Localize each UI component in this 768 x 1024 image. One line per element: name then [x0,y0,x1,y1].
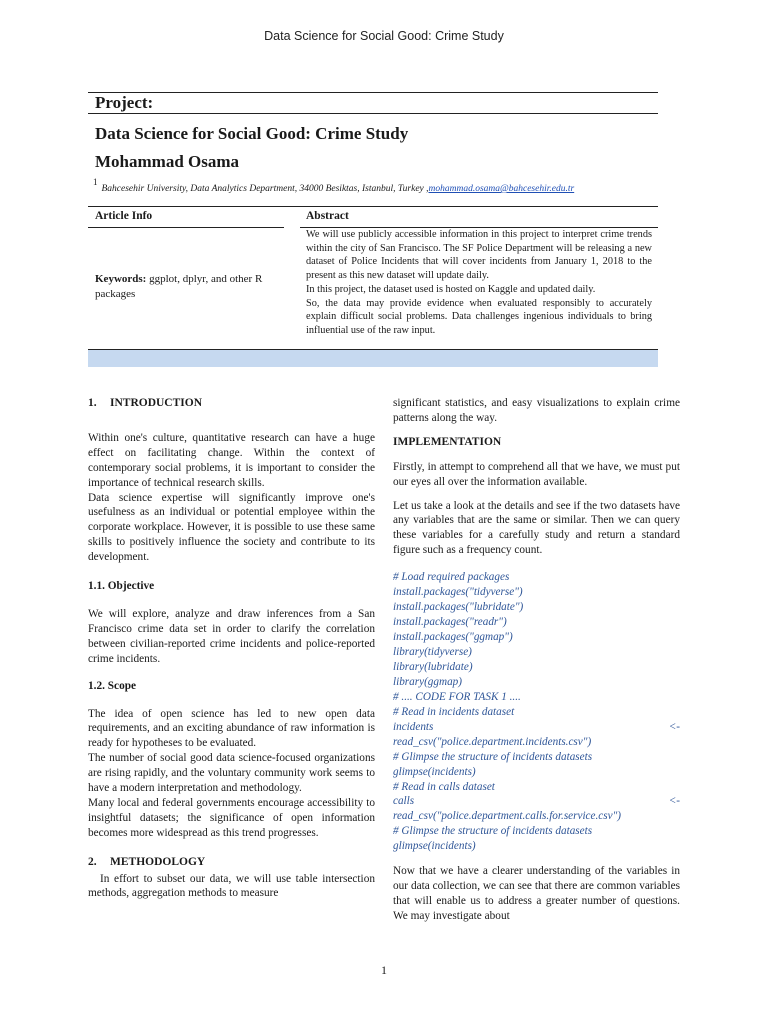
code-line: library(ggmap) [393,675,462,688]
page-number: 1 [381,963,387,977]
subsection-heading-scope: 1.2. Scope [88,679,137,692]
article-info-heading: Article Info [95,210,153,222]
info-top-rule [88,206,658,207]
section-heading-methodology: 2. METHODOLOGY [88,855,206,868]
abstract-heading: Abstract [306,210,349,222]
code-line: library(lubridate) [393,660,473,673]
code-line: # Glimpse the structure of incidents datasets [393,750,593,763]
keywords-text: ggplot, dplyr, and other R packages [95,273,263,300]
author-name: Mohammad Osama [95,152,240,171]
left-column [88,396,375,901]
continued-paragraph: significant statistics, and easy visualizations to explain crime patterns along the way. [393,397,680,424]
code-line: install.packages("ggmap") [393,630,513,643]
project-label: Project: [95,93,154,112]
header-band [88,349,658,367]
code-line: incidents <- [393,720,680,733]
abstract-paragraph: So, the data may provide evidence when evaluated responsibly to accurately explain difficult social problems. Data challenges ingenious individuals to bring influential use of the raw input. [306,297,652,336]
right-column [393,396,680,924]
intro-paragraph: Within one's culture, quantitative research can have a huge effect on facilitating change. Within the context of contemporary social problems, it is important to consider the importance of technical research skills. [88,431,375,489]
implementation-paragraph: Let us take a look at the details and see if the two datasets have any variables that are the same or similar. Then we can query these variables for a carefully study and return a standard figure such as a frequency count. [393,499,680,557]
intro-paragraph: Data science expertise will significantly improve one's usefulness as an individual or potential employee within the corporate workplace. However, it is possible to use these same skills to positively influence the society and contribute to its development. [88,491,375,564]
code-line: install.packages("tidyverse") [393,586,523,599]
abstract-paragraph: We will use publicly accessible information in this project to interpret crime trends within the city of San Francisco. The SF Police Department will be releasing a new dataset of Police Incidents that will cover incidents from January 1, 2018 to the present as this new dataset will update daily. [306,229,652,282]
code-line: # Load required packages [393,571,510,584]
abstract-paragraph: In this project, the dataset used is hosted on Kaggle and updated daily. [306,283,596,295]
abstract-body [306,228,652,338]
code-line: # Read in calls dataset [393,780,495,793]
code-line: # Glimpse the structure of incidents datasets [393,825,593,838]
subsection-heading-objective: 1.1. Objective [88,580,155,593]
project-rule [88,113,658,114]
affiliation-marker: 1 [93,177,98,187]
scope-paragraph: The number of social good data science-focused organizations are rising rapidly, and the voluntary community work seems to have a modern interpretation and methodology. [88,752,375,795]
scope-paragraph: Many local and federal governments encourage accessibility to insightful datasets; the significance of open information becomes more widespread as this trend progresses. [88,796,375,839]
code-line: read_csv("police.department.calls.for.service.csv") [393,810,621,823]
methodology-paragraph: In effort to subset our data, we will use table intersection methods, aggregation methods to measure [88,872,375,900]
scope-paragraph: The idea of open science has led to new open data requirements, and an exciting abundance of raw information is ready for hypotheses to be evaluated. [88,707,375,750]
objective-paragraph: We will explore, analyze and draw inferences from a San Francisco crime data set in order to clarify the correlation between civilian-reported crime incidents and police-reported crime incidents. [88,607,375,665]
code-line: install.packages("lubridate") [393,601,524,614]
code-line: glimpse(incidents) [393,840,476,853]
code-line: library(tidyverse) [393,645,472,658]
keywords-label: Keywords: [95,273,147,285]
paper-title: Data Science for Social Good: Crime Study [95,124,409,143]
implementation-paragraph: Firstly, in attempt to comprehend all that we have, we must put our eyes all over the information available. [393,460,680,488]
code-block [393,570,680,854]
section-heading-introduction: 1. INTRODUCTION [88,397,203,409]
code-line: # Read in incidents dataset [393,705,515,718]
keywords [95,272,280,302]
code-line: calls <- [393,795,680,808]
section-heading-implementation: IMPLEMENTATION [393,435,502,448]
author-email-link[interactable]: mohammad.osama@bahcesehir.edu.tr [428,184,575,195]
code-line: # .... CODE FOR TASK 1 .... [393,690,521,703]
article-info-rule [88,227,284,228]
code-line: read_csv("police.department.incidents.csv") [393,735,592,748]
closing-paragraph: Now that we have a clearer understanding of the variables in our data collection, we can see that there are common variables that will enable us to address a greater number of questions. We may investigate about [393,865,680,922]
top-rule [88,92,658,93]
running-head: Data Science for Social Good: Crime Study [264,29,504,43]
affiliation [93,179,574,194]
affiliation-text: Bahcesehir University, Data Analytics Department, 34000 Besiktas, Istanbul, Turkey , [101,184,429,195]
code-line: glimpse(incidents) [393,765,476,778]
code-line: install.packages("readr") [393,616,507,629]
